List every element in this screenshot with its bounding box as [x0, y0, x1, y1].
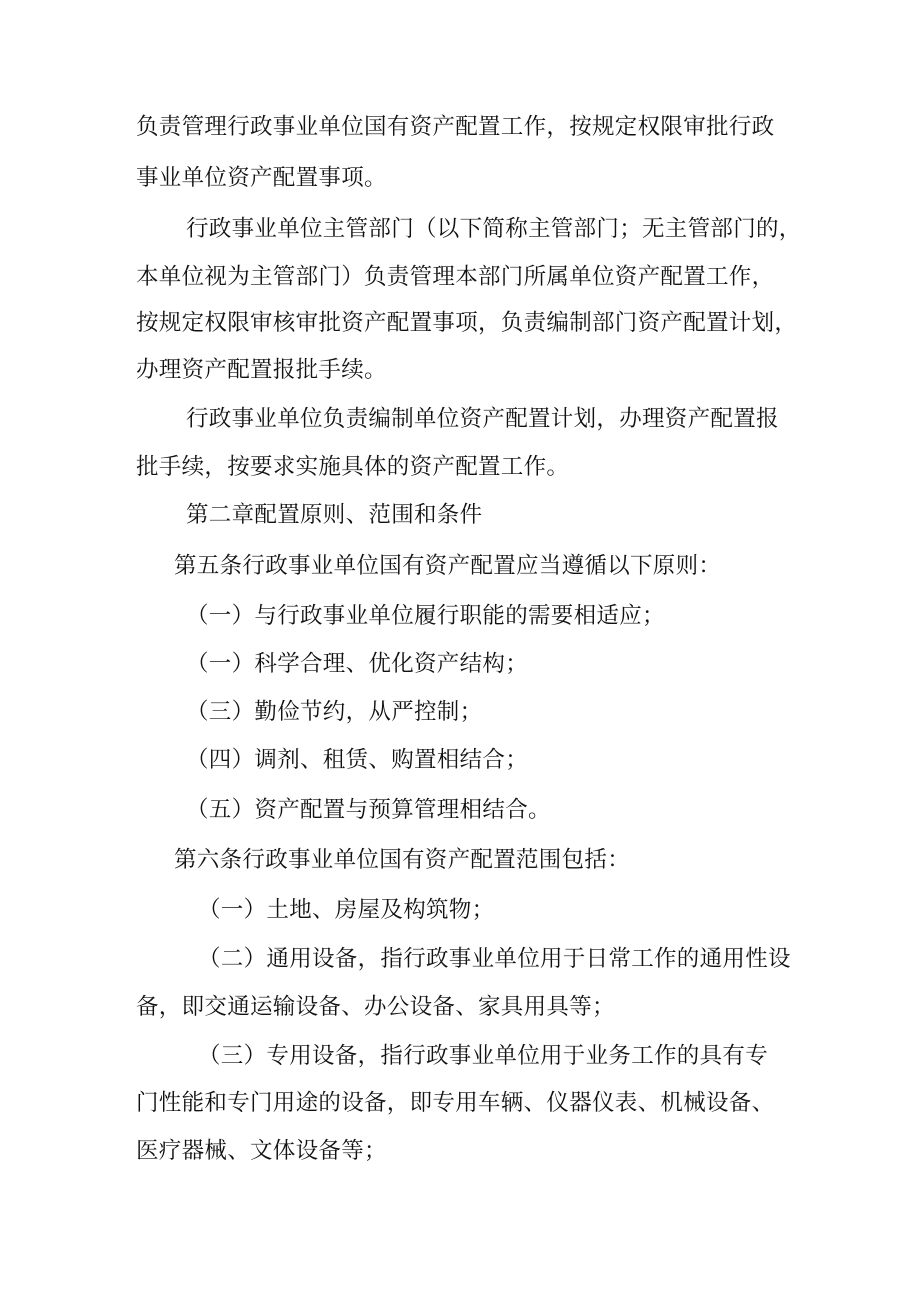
text-line: 备，即交通运输设备、办公设备、家具用具等；: [136, 994, 615, 1020]
list-item: （四）调剂、租赁、购置相结合；: [186, 747, 529, 773]
text-line: 按规定权限审核审批资产配置事项，负责编制部门资产配置计划，: [136, 310, 798, 336]
text-line: 门性能和专门用途的设备，即专用车辆、仪器仪表、机械设备、: [136, 1090, 775, 1116]
article-line: 第六条行政事业单位国有资产配置范围包括：: [174, 847, 631, 873]
text-line: 行政事业单位负责编制单位资产配置计划，办理资产配置报: [186, 406, 779, 432]
text-line: 批手续，按要求实施具体的资产配置工作。: [136, 454, 570, 480]
list-item: （三）勤俭节约，从严控制；: [186, 699, 483, 725]
list-item: （一）土地、房屋及构筑物；: [198, 897, 495, 923]
text-line: 医疗器械、文体设备等；: [136, 1138, 387, 1164]
text-line: 本单位视为主管部门）负责管理本部门所属单位资产配置工作，: [136, 264, 775, 290]
chapter-heading: 第二章配置原则、范围和条件: [186, 502, 483, 528]
text-line: 办理资产配置报批手续。: [136, 357, 387, 383]
list-item: （五）资产配置与预算管理相结合。: [186, 797, 551, 823]
text-line: 行政事业单位主管部门（以下简称主管部门；无主管部门的，: [186, 216, 802, 242]
article-line: 第五条行政事业单位国有资产配置应当遵循以下原则：: [174, 553, 722, 579]
list-item: （一）与行政事业单位履行职能的需要相适应；: [186, 603, 665, 629]
list-item: （三）专用设备，指行政事业单位用于业务工作的具有专: [198, 1043, 769, 1069]
text-line: 事业单位资产配置事项。: [136, 165, 387, 191]
list-item: （一）科学合理、优化资产结构；: [186, 651, 529, 677]
text-line: 负责管理行政事业单位国有资产配置工作，按规定权限审批行政: [136, 114, 775, 140]
list-item: （二）通用设备，指行政事业单位用于日常工作的通用性设: [198, 946, 791, 972]
